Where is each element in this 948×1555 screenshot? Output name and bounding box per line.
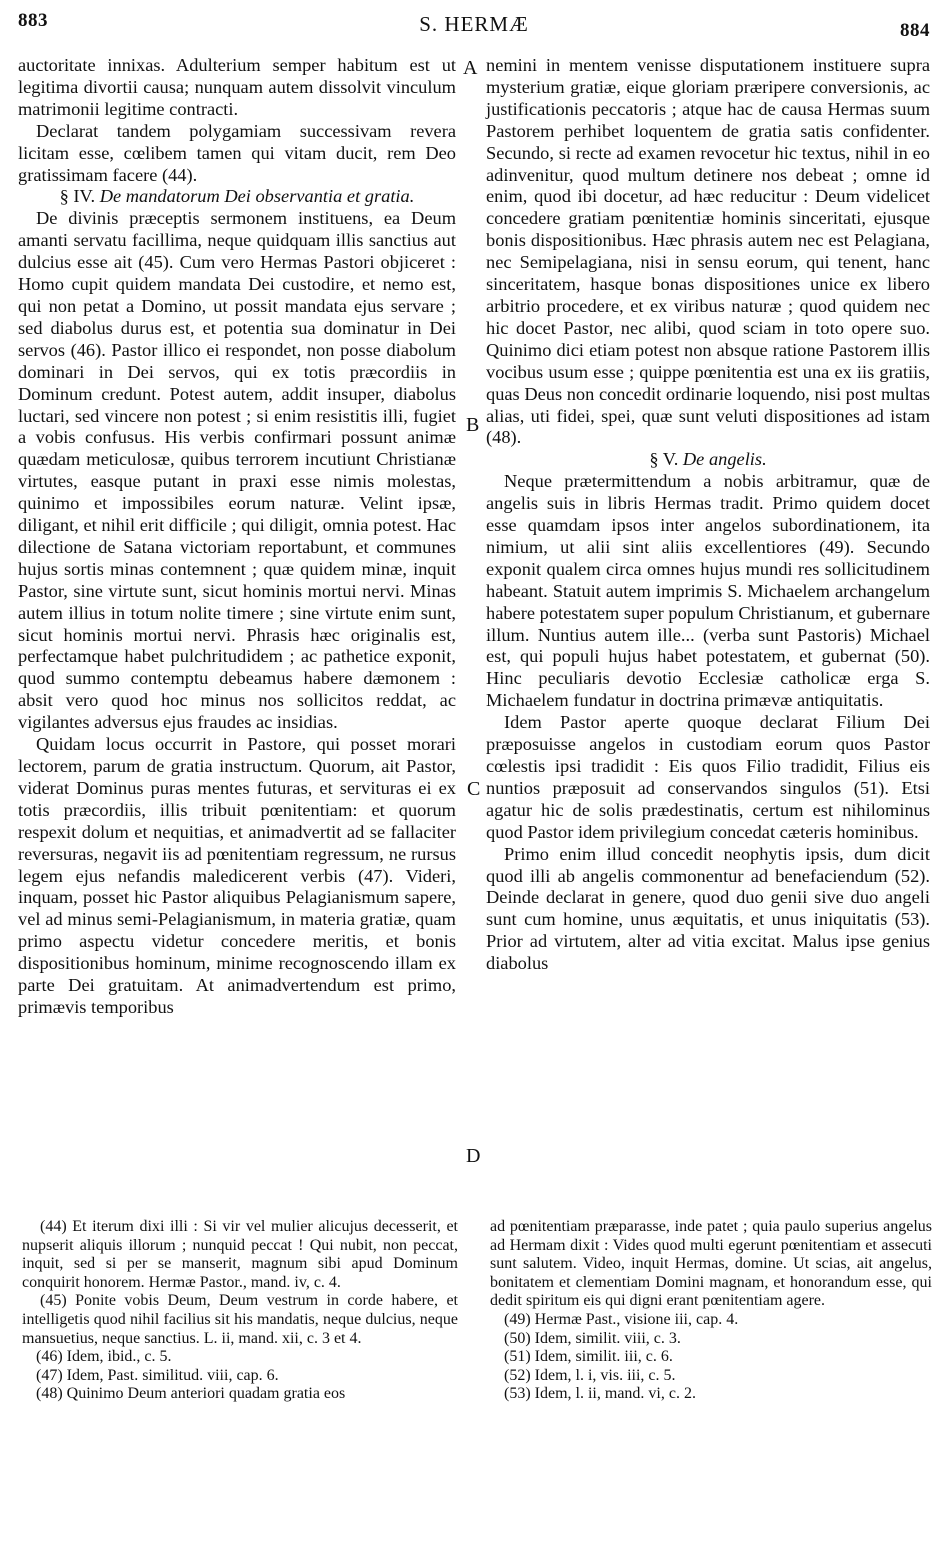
section-number: § IV. (59, 186, 96, 207)
section-title: De mandatorum Dei observantia et gratia. (99, 186, 415, 207)
page-number-left: 883 (18, 10, 48, 31)
section-title: De angelis. (682, 449, 767, 470)
margin-marker-a: A (463, 57, 478, 79)
footnote-48: (48) Quinimo Deum anteriori quadam gratia eos (36, 1385, 346, 1403)
running-title: S. HERMÆ (419, 12, 529, 36)
footnote-45: (45) Ponite vobis Deum, Deum vestrum in corde habere, et intelligetis quod nihil facilius sit his mandatis, neque dulcius, neque mansuetius, neque sanctius. L. ii, mand. xii, c. 3 et 4. (22, 1292, 458, 1347)
footnotes-left (22, 1218, 458, 1404)
paragraph: Quidam locus occurrit in Pastore, qui posset morari lectorem, parum de gratia instructum. Quorum, ait Pastor, viderat Dominus puras mentes futuras, et servituras ei ex totis præcordiis, illis tribuit pœnitentiam: et quorum respexit dolum et nequitias, et animadvertit ad se fallaciter reversuras, negavit iis ad pœnitentiam regressum, ne rursus legem ejus nefandis maledicerent verbis (47). Videri, inquam, posset hic Pastor aliquibus Pelagianismum sapere, vel ad minus semi-Pelagianismum, in materia gratiæ, quam primo aspectu videtur concedere meritis, et bonis dispositionibus hominum, minime recognoscendo illam ex parte Dei gratuitam. At animadvertendum est primo, primævis temporibus (18, 734, 456, 1017)
paragraph: De divinis præceptis sermonem instituens, ea Deum amanti servatu facillima, neque quidquam illis sanctius aut dulcius esse ait (45). Cum vero Hermas Pastori objiceret : Homo cupit quidem mandata Dei custodire, et nemo est, qui non petat a Domino, ut possit mandata ejus servare ; sed diabolus durus est, et potentia sua dominatur in Dei servos (46). Pastor illico ei respondet, non posse diabolum dominari in Dei servos, qui ex totis præcordiis in Dominum credunt. Potest autem, addit insuper, diabolus luctari, sed vincere non potest ; si enim resistitis illi, fugiet a vobis confusus. His verbis confirmari possunt animæ quædam meticulosæ, quibus terrorem incutiunt Christianæ virtutes, easque putant in praxi esse nimis molestas, quinimo et impossibiles eorum naturæ. Velint ipsæ, diligant, et nihil erit difficile ; qui diligit, omnia potest. Hac dilectione de Satana victoriam reportabunt, et communes hujus sortis minas contemnent ; quæ quidem minæ, inquit Pastor, sine virtute sunt, sicut hominis mortui nervi. Minas autem illius in totum nolite timere ; sine virtute enim sunt, sicut hominis mortui nervi. Phrasis hæc originalis est, perfectamque habet pulchritudidem ; ac pathetice exponit, quod summo contemptu debeamus habere dæmonem : absit vero quod hoc minus nos sollicitos reddat, ac vigilantes adversus ejus fraudes ac insidias. (18, 208, 456, 733)
paragraph: Primo enim illud concedit neophytis ipsis, dum dicit quod illi ab angelis commonentur ad benefaciendum (52). Deinde declarat in genere, quod duo genii sive duo angeli sunt cum homine, unus æquitatis, et unus iniquitatis (53). Prior ad virtutem, alter ad vitia excitat. Malus ipse genius diabolus (486, 843, 930, 974)
footnote-51: (51) Idem, similit. iii, c. 6. (504, 1348, 673, 1366)
paragraph: auctoritate innixas. Adulterium semper habitum est ut legitima divortii causa; nunquam autem dissolvit vinculum matrimonii legitime contracti. (18, 55, 456, 119)
footnote-53: (53) Idem, l. ii, mand. vi, c. 2. (504, 1385, 696, 1403)
footnote-47: (47) Idem, Past. similitud. viii, cap. 6. (36, 1366, 279, 1384)
page-header (18, 10, 930, 42)
paragraph: Neque prætermittendum a nobis arbitramur, quæ de angelis suis in libris Hermas tradit. Primo quidem docet esse quamdam ipsos inter angelos subordinationem, ita nimium, ut alii sint aliis excellentiores (49). Secundo exponit qualem circa omnes hujus mundi res sollicitudinem habeant. Statuit autem imprimis S. Michaelem archangelum habere potestatem super populum Christianum, et gubernare illum. Nuntius autem ille... (verba sunt Pastoris) Michael est, qui populi hujus habet potestatem, et gubernat (50). Hinc peculiaris devotio Ecclesiæ catholicæ erga S. Michaelem fundatur in doctrina primævæ antiquitatis. (486, 471, 930, 711)
footnote-52: (52) Idem, l. i, vis. iii, c. 5. (504, 1366, 676, 1384)
footnote-48-continued: ad pœnitentiam præparasse, inde patet ; quia paulo superius angelus ad Hermam dixit : Vides quod multi egerunt pœnitentiam et assecuti sunt salutem. Video, inquit Hermas, domine. Ut scias, ait angelus, bonitatem et clementiam Domini magnam, et honorandum esse, qui dedit spiritum eis qui digni erant pœnitentiam agere. (490, 1218, 932, 1310)
right-column (486, 55, 930, 975)
footnote-44: (44) Et iterum dixi illi : Si vir vel mulier alicujus decesserit, et nupserit aliquis illorum ; nunquid peccat ! Qui nubit, non peccat, inquit, sed si per se manserit, magnum sibi apud Dominum conquirit honorem. Hermæ Pastor., mand. iv, c. 4. (22, 1218, 458, 1291)
paragraph: Idem Pastor aperte quoque declarat Filium Dei præposuisse angelos in custodiam eorum quos Pastor cœlestis ipsi tradidit : Eis quos Filio tradidit, Filius eis nuntios præposuit ad conservandos singulos (51). Etsi agatur hic de solis prædestinatis, certum est nihilominus quod Pastor idem privilegium concedat cæteris hominibus. (486, 712, 930, 842)
paragraph: Declarat tandem polygamiam successivam revera licitam esse, cœlibem tamen qui vitam ducit, rem Deo gratissimam facere (44). (18, 120, 456, 185)
footnote-46: (46) Idem, ibid., c. 5. (36, 1348, 172, 1366)
footnotes-right (490, 1218, 932, 1404)
page-number-right: 884 (900, 20, 930, 41)
section-heading-v (486, 449, 930, 471)
margin-marker-d: D (466, 1145, 481, 1167)
margin-marker-c: C (467, 778, 481, 800)
margin-marker-b: B (466, 414, 480, 436)
section-number: § V. (649, 449, 679, 470)
section-heading-iv (18, 186, 456, 208)
left-column (18, 55, 456, 1019)
footnote-50: (50) Idem, similit. viii, c. 3. (504, 1329, 681, 1347)
footnote-49: (49) Hermæ Past., visione iii, cap. 4. (504, 1310, 739, 1328)
paragraph: nemini in mentem venisse disputationem instituere supra mysterium gratiæ, eique gloriam præripere conversionis, ac justificationis peccatoris ; atque hac de causa Hermas suum Pastorem perhibet loquentem de gratia satis confidenter. Secundo, si recte ad examen revocetur hic textus, nihil in eo adinvenitur, quod multum detinere nos debeat ; omne id enim, quod ibi docetur, ad hæc reducitur : Deum videlicet concedere gratiam pœnitentiæ hominis sinceritati, ejusque bonis dispositionibus. Hæc phrasis autem nec est Pelagiana, nec Semipelagiana, nisi in sensu eorum, qui tenent, hanc sinceritatem, hasque bonas dispositiones unice ex libero arbitrio procedere, et ex viribus naturæ ; quod quidem nec hic docet Pastor, nec alibi, quod sciam in toto opere suo. Quinimo dici etiam potest non absque ratione Pastorem illis vocibus usum esse ; quippe pœnitentia est una ex iis gratiis, quas Deus non concedit ordinarie loquendo, nisi post multas alias, uti fidei, spei, quæ sunt veluti dispositiones ad istam (48). (486, 55, 930, 448)
